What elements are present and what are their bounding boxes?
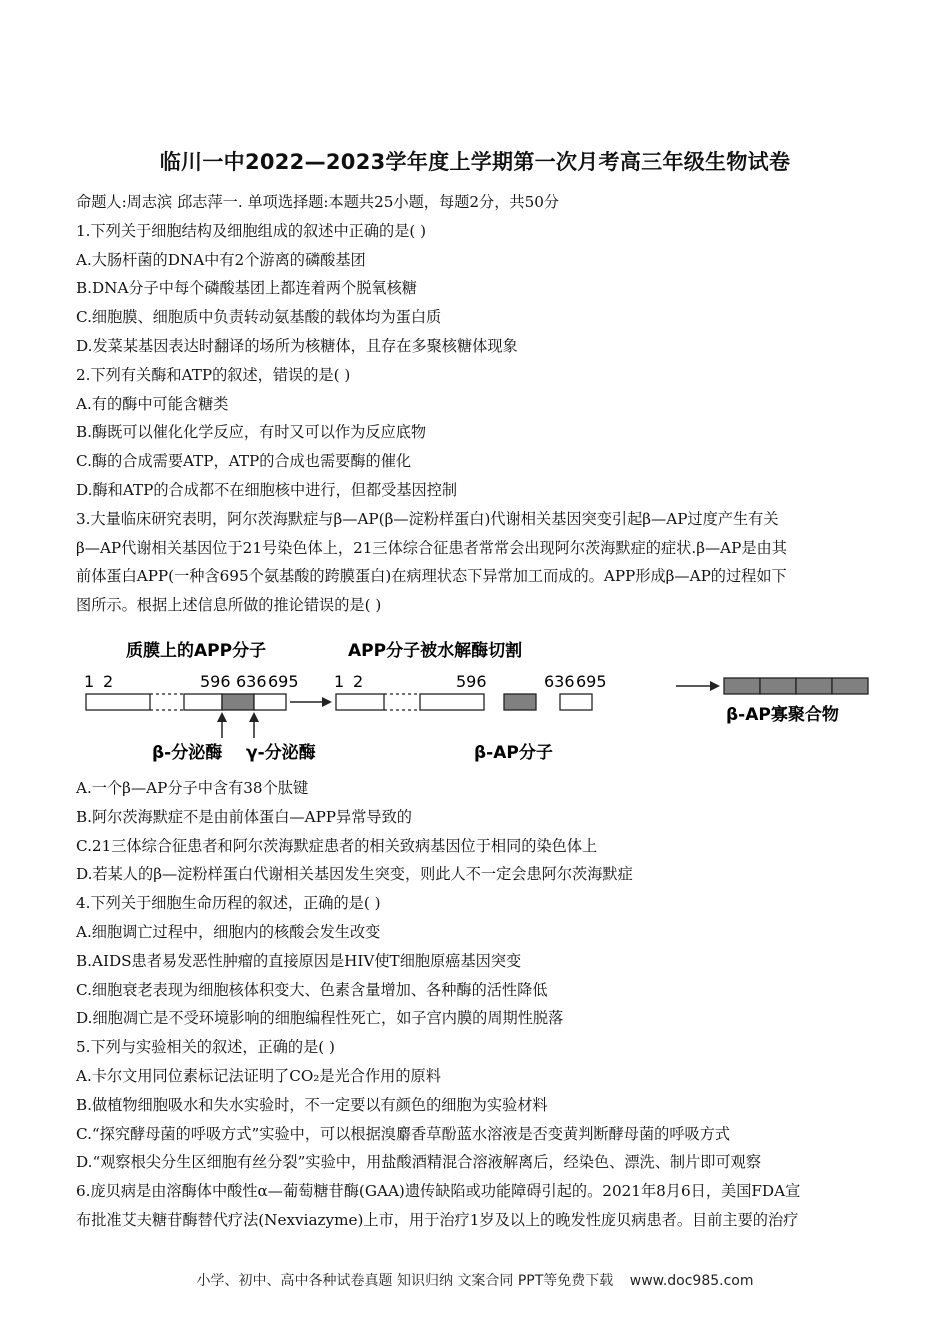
oligomer-unit xyxy=(832,678,868,694)
app-segment-c xyxy=(254,694,286,710)
footer-text: 小学、初中、高中各种试卷真题 知识归纳 文案合同 PPT等免费下载 xyxy=(196,1273,614,1289)
app-beta-ap-region xyxy=(222,694,254,710)
fragment-n-start xyxy=(336,694,384,710)
num-695b: 695 xyxy=(576,672,607,691)
num-596b: 596 xyxy=(456,672,487,691)
label-beta-ap-oligomer: β-AP寡聚合物 xyxy=(726,705,839,725)
text-line: 图所示。根据上述信息所做的推论错误的是( ) xyxy=(76,596,382,615)
app-segment-mid xyxy=(184,694,222,710)
text-line: 命题人:周志滨 邱志萍一. 单项选择题:本题共25小题，每题2分，共50分 xyxy=(76,193,560,211)
label-cut: APP分子被水解酶切割 xyxy=(348,641,523,661)
text-line: C.21三体综合征患者和阿尔茨海默症患者的相关致病基因位于相同的染色体上 xyxy=(76,836,598,855)
beta-arrow-head xyxy=(217,712,227,722)
process-arrow-2-head xyxy=(710,681,720,691)
text-line: 3.大量临床研究表明，阿尔茨海默症与β—AP(β—淀粉样蛋白)代谢相关基因突变引起β—AP过度产生有关 xyxy=(76,509,779,528)
text-line: 1.下列关于细胞结构及细胞组成的叙述中正确的是( ) xyxy=(76,221,427,240)
text-line: C.酶的合成需要ATP，ATP的合成也需要酶的催化 xyxy=(76,452,412,471)
text-line: β—AP代谢相关基因位于21号染色体上，21三体综合征患者常常会出现阿尔茨海默症的症状.β—AP是由其 xyxy=(76,538,787,557)
label-beta-secretase: β-分泌酶 xyxy=(152,743,223,763)
app-cleavage-diagram xyxy=(76,632,876,772)
label-membrane-app: 质膜上的APP分子 xyxy=(126,641,267,661)
text-line: D.酶和ATP的合成都不在细胞核中进行，但都受基因控制 xyxy=(76,480,458,499)
text-line: C.细胞衰老表现为细胞核体积变大、色素含量增加、各种酶的活性降低 xyxy=(76,980,548,999)
gamma-arrow-head xyxy=(249,712,259,722)
text-line: 4.下列关于细胞生命历程的叙述，正确的是( ) xyxy=(76,894,381,913)
text-line: A.有的酶中可能含糖类 xyxy=(76,394,229,413)
num-1b: 1 xyxy=(334,672,345,691)
text-line: D.若某人的β—淀粉样蛋白代谢相关基因发生突变，则此人不一定会患阿尔茨海默症 xyxy=(76,865,633,884)
num-1: 1 xyxy=(84,672,95,691)
label-beta-ap-molecule: β-AP分子 xyxy=(474,743,553,763)
num-636: 636 xyxy=(236,672,267,691)
text-line: 布批准艾夫糖苷酶替代疗法(Nexviazyme)上市，用于治疗1岁及以上的晚发性庞贝病患者。目前主要的治疗 xyxy=(76,1210,799,1229)
text-line: C.细胞膜、细胞质中负责转动氨基酸的载体均为蛋白质 xyxy=(76,308,442,327)
text-line: B.酶既可以催化化学反应，有时又可以作为反应底物 xyxy=(76,423,427,442)
text-line: B.DNA分子中每个磷酸基团上都连着两个脱氧核糖 xyxy=(76,279,417,298)
text-line: B.阿尔茨海默症不是由前体蛋白—APP异常导致的 xyxy=(76,807,412,826)
text-line: D.细胞凋亡是不受环境影响的细胞编程性死亡，如子宫内膜的周期性脱落 xyxy=(76,1009,564,1028)
oligomer-unit xyxy=(724,678,760,694)
text-line: 5.下列与实验相关的叙述，正确的是( ) xyxy=(76,1038,335,1057)
page-footer xyxy=(0,1270,950,1290)
diagram-svg xyxy=(76,632,876,772)
text-line: B.AIDS患者易发恶性肿瘤的直接原因是HIV使T细胞原癌基因突变 xyxy=(76,951,522,970)
app-segment-n xyxy=(86,694,150,710)
text-line: A.一个β—AP分子中含有38个肽键 xyxy=(76,779,309,797)
exam-title: 临川一中2022—2023学年度上学期第一次月考高三年级生物试卷 xyxy=(159,150,791,174)
text-line: D.“观察根尖分生区细胞有丝分裂”实验中，用盐酸酒精混合溶液解离后，经染色、漂洗、制片即可观察 xyxy=(76,1153,762,1172)
num-2: 2 xyxy=(103,672,114,691)
text-line: B.做植物细胞吸水和失水实验时，不一定要以有颜色的细胞为实验材料 xyxy=(76,1095,548,1114)
fragment-n-end xyxy=(420,694,484,710)
text-line: D.发菜某基因表达时翻译的场所为核糖体，且存在多聚核糖体现象 xyxy=(76,336,518,355)
oligomer-unit xyxy=(760,678,796,694)
num-636b: 636 xyxy=(544,672,575,691)
label-gamma-secretase: γ-分泌酶 xyxy=(246,743,316,763)
beta-ap-fragment xyxy=(504,694,536,710)
text-line: 前体蛋白APP(一种含695个氨基酸的跨膜蛋白)在病理状态下异常加工而成的。APP形成β—AP的过程如下 xyxy=(76,567,787,586)
question-block-1 xyxy=(76,188,876,620)
process-arrow-1-head xyxy=(322,697,332,707)
num-695: 695 xyxy=(268,672,299,691)
text-line: A.卡尔文用同位素标记法证明了CO₂是光合作用的原料 xyxy=(76,1066,441,1085)
text-line: C.“探究酵母菌的呼吸方式”实验中，可以根据溴麝香草酚蓝水溶液是否变黄判断酵母菌的呼吸方式 xyxy=(76,1124,731,1143)
text-line: A.大肠杆菌的DNA中有2个游离的磷酸基团 xyxy=(76,250,366,269)
fragment-c xyxy=(560,694,592,710)
text-line: 6.庞贝病是由溶酶体中酸性α—葡萄糖苷酶(GAA)遗传缺陷或功能障碍引起的。2021年8月6日，美国FDA宣 xyxy=(76,1182,801,1201)
text-line: A.细胞调亡过程中，细胞内的核酸会发生改变 xyxy=(76,922,381,941)
question-block-2 xyxy=(76,774,876,1235)
num-2b: 2 xyxy=(353,672,364,691)
footer-url[interactable]: www.doc985.com xyxy=(629,1273,754,1289)
oligomer-unit xyxy=(796,678,832,694)
text-line: 2.下列有关酶和ATP的叙述，错误的是( ) xyxy=(76,365,351,384)
num-596: 596 xyxy=(200,672,231,691)
